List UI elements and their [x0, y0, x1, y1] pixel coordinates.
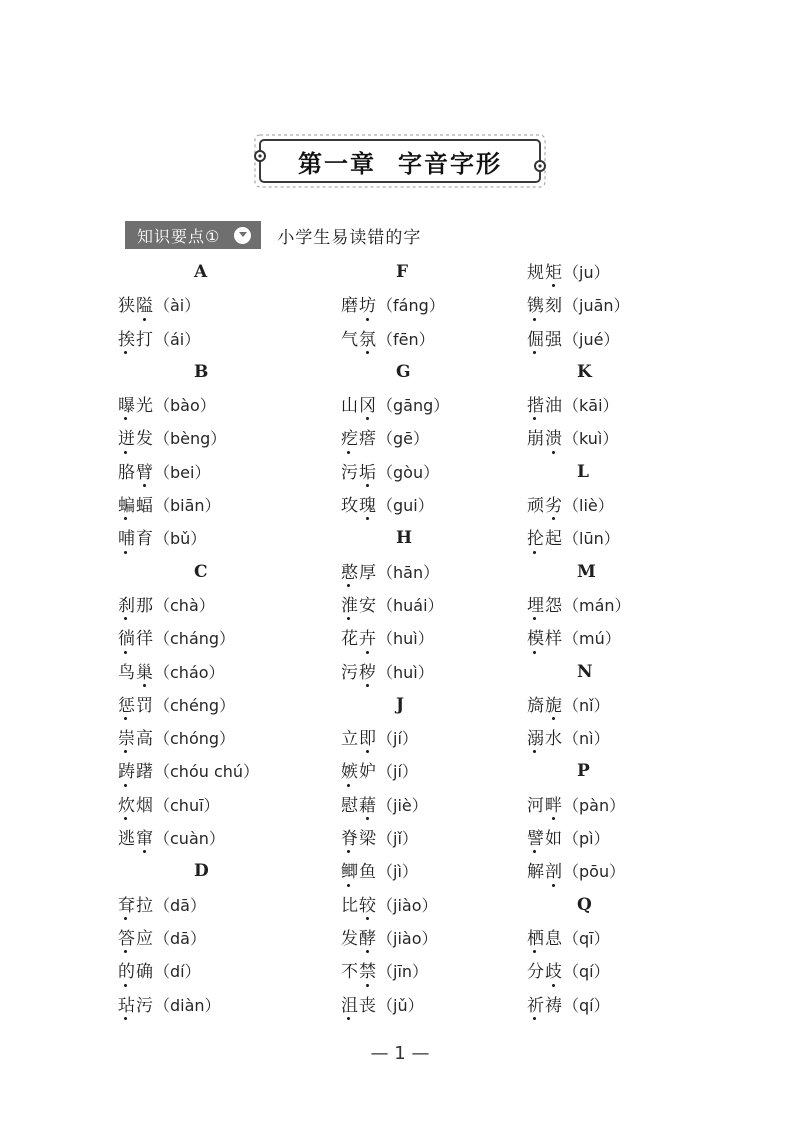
- word-entry: [527, 789, 747, 822]
- word-entry: [527, 822, 747, 855]
- pinyin-text: （chuī）: [154, 795, 220, 815]
- word-entry: [527, 689, 747, 722]
- word-text: 狭隘: [118, 290, 154, 323]
- word-entry: [527, 955, 747, 988]
- word-text: 规矩: [527, 257, 563, 290]
- pinyin-text: （qí）: [563, 962, 610, 982]
- word-text: 鸟巢: [118, 657, 154, 690]
- word-entry: [118, 789, 338, 822]
- word-entry: [118, 489, 338, 522]
- pinyin-text: （pōu）: [563, 862, 626, 882]
- letter-heading: Q: [577, 894, 592, 915]
- section-tag-label: 知识要点①: [137, 226, 221, 246]
- letter-heading: A: [194, 262, 208, 282]
- word-entry: [118, 722, 338, 755]
- pinyin-text: （dā）: [154, 895, 206, 915]
- page-number: — 1 —: [370, 1043, 430, 1064]
- pinyin-text: （ài）: [154, 296, 201, 316]
- word-text: 炊烟: [118, 790, 154, 823]
- word-entry: [527, 622, 747, 655]
- pinyin-text: （gāng）: [377, 396, 450, 416]
- word-text: 挨打: [118, 324, 154, 357]
- pinyin-text: （mán）: [563, 595, 631, 615]
- word-text: 鲫鱼: [341, 856, 377, 889]
- letter-heading: F: [396, 262, 409, 282]
- word-text: 的确: [118, 956, 154, 989]
- word-entry: [118, 456, 338, 489]
- word-text: 抡起: [527, 523, 563, 556]
- word-entry: [527, 522, 747, 555]
- letter-heading: B: [194, 361, 209, 382]
- word-text: 顽劣: [527, 490, 563, 523]
- pinyin-text: （liè）: [563, 496, 614, 516]
- word-text: 崇高: [118, 723, 154, 756]
- pinyin-text: （biān）: [154, 496, 221, 516]
- word-text: 曝光: [118, 390, 154, 423]
- word-text: 分歧: [527, 956, 563, 989]
- word-text: 旖旎: [527, 690, 563, 723]
- word-text: 惩罚: [118, 690, 154, 723]
- pinyin-text: （qí）: [563, 995, 610, 1015]
- pinyin-text: （nǐ）: [563, 695, 610, 715]
- word-text: 模样: [527, 623, 563, 656]
- word-text: 倔强: [527, 324, 563, 357]
- pinyin-text: （qī）: [563, 928, 610, 948]
- word-text: 淮安: [341, 590, 377, 623]
- pinyin-text: （cháng）: [154, 629, 236, 649]
- word-entry: [527, 722, 747, 755]
- word-entry: [118, 922, 338, 955]
- word-text: 污秽: [341, 657, 377, 690]
- word-text: 崩溃: [527, 423, 563, 456]
- pinyin-text: （bei）: [154, 462, 211, 482]
- word-entry: [527, 489, 747, 522]
- pinyin-text: （cuàn）: [154, 829, 225, 849]
- pinyin-text: （nì）: [563, 729, 610, 749]
- letter-heading: N: [577, 661, 593, 682]
- pinyin-text: （chà）: [154, 595, 215, 615]
- word-text: 譬如: [527, 823, 563, 856]
- pinyin-text: （gē）: [377, 429, 430, 449]
- pinyin-text: （chéng）: [154, 695, 236, 715]
- word-entry: [527, 389, 747, 422]
- word-entry: [527, 422, 747, 455]
- word-entry: [527, 323, 747, 356]
- letter-heading: M: [577, 561, 596, 582]
- pinyin-text: （mú）: [563, 629, 621, 649]
- pinyin-text: （jǔ）: [377, 995, 424, 1015]
- word-entry: [118, 522, 338, 555]
- section-title: 小学生易读错的字: [277, 227, 422, 248]
- pinyin-text: （juān）: [563, 296, 630, 316]
- chapter-number: 第一章: [298, 149, 376, 178]
- pinyin-text: （chóng）: [154, 729, 236, 749]
- letter-heading: G: [396, 361, 411, 382]
- word-entry: [118, 689, 338, 722]
- word-text: 污垢: [341, 457, 377, 490]
- pinyin-text: （lūn）: [563, 529, 620, 549]
- letter-heading: D: [194, 861, 209, 882]
- word-entry: [118, 755, 338, 788]
- word-text: 花卉: [341, 623, 377, 656]
- pinyin-text: （fáng）: [377, 296, 445, 316]
- word-text: 耷拉: [118, 890, 154, 923]
- word-entry: [118, 822, 338, 855]
- word-text: 刹那: [118, 590, 154, 623]
- word-entry: [118, 889, 338, 922]
- word-text: 比较: [341, 890, 377, 923]
- letter-heading: C: [194, 561, 208, 582]
- pinyin-text: （jué）: [563, 329, 620, 349]
- letter-heading: L: [577, 461, 589, 482]
- chapter-title: [252, 134, 548, 188]
- word-text: 踌躇: [118, 756, 154, 789]
- word-text: 磨坊: [341, 290, 377, 323]
- pinyin-text: （jiào）: [377, 928, 438, 948]
- word-text: 河畔: [527, 790, 563, 823]
- word-text: 沮丧: [341, 990, 377, 1023]
- pinyin-text: （bǔ）: [154, 529, 207, 549]
- word-text: 哺育: [118, 523, 154, 556]
- word-entry: [118, 323, 338, 356]
- pinyin-text: （kuì）: [563, 429, 619, 449]
- word-text: 胳臂: [118, 457, 154, 490]
- word-entry: [118, 989, 338, 1022]
- pinyin-text: （dí）: [154, 962, 201, 982]
- pinyin-text: （fēn）: [377, 329, 435, 349]
- pinyin-text: （huì）: [377, 662, 434, 682]
- word-text: 镌刻: [527, 290, 563, 323]
- pinyin-text: （jǐ）: [377, 829, 418, 849]
- pinyin-text: （cháo）: [154, 662, 225, 682]
- section-header: [125, 221, 421, 249]
- word-entry: [527, 589, 747, 622]
- word-text: 疙瘩: [341, 423, 377, 456]
- word-column-1: [118, 256, 338, 1022]
- pinyin-text: （jiào）: [377, 895, 438, 915]
- letter-heading: K: [577, 361, 592, 382]
- pinyin-text: （pì）: [563, 829, 610, 849]
- word-text: 徜徉: [118, 623, 154, 656]
- word-text: 祈祷: [527, 990, 563, 1023]
- word-text: 答应: [118, 923, 154, 956]
- pinyin-text: （gui）: [377, 496, 434, 516]
- letter-heading: P: [577, 761, 590, 782]
- pinyin-text: （pàn）: [563, 795, 626, 815]
- word-text: 立即: [341, 723, 377, 756]
- chapter-banner: [252, 134, 548, 188]
- letter-heading: H: [396, 528, 413, 549]
- word-text: 逃窜: [118, 823, 154, 856]
- letter-heading: J: [396, 694, 405, 715]
- word-text: 溺水: [527, 723, 563, 756]
- pinyin-text: （jiè）: [377, 795, 428, 815]
- word-text: 玫瑰: [341, 490, 377, 523]
- word-entry: [527, 922, 747, 955]
- word-text: 慰藉: [341, 790, 377, 823]
- word-entry: [118, 422, 338, 455]
- pinyin-text: （dā）: [154, 928, 206, 948]
- word-text: 憨厚: [341, 557, 377, 590]
- word-text: 气氛: [341, 324, 377, 357]
- pinyin-text: （hān）: [377, 562, 440, 582]
- word-entry: [118, 289, 338, 322]
- pinyin-text: （huái）: [377, 595, 444, 615]
- pinyin-text: （huì）: [377, 629, 434, 649]
- pinyin-text: （jí）: [377, 729, 418, 749]
- chapter-name: 字音字形: [398, 149, 502, 178]
- pinyin-text: （diàn）: [154, 995, 221, 1015]
- word-text: 玷污: [118, 990, 154, 1023]
- pinyin-text: （chóu chú）: [154, 762, 260, 782]
- word-entry: [527, 256, 747, 289]
- word-entry: [118, 955, 338, 988]
- pinyin-text: （ái）: [154, 329, 201, 349]
- word-entry: [527, 855, 747, 888]
- pinyin-text: （jì）: [377, 862, 418, 882]
- word-text: 蝙蝠: [118, 490, 154, 523]
- word-text: 揩油: [527, 390, 563, 423]
- word-entry: [527, 289, 747, 322]
- word-text: 栖息: [527, 923, 563, 956]
- section-tag: [125, 221, 261, 249]
- word-text: 脊梁: [341, 823, 377, 856]
- pinyin-text: （kāi）: [563, 396, 619, 416]
- word-entry: [118, 656, 338, 689]
- pinyin-text: （bèng）: [154, 429, 227, 449]
- word-text: 解剖: [527, 856, 563, 889]
- pinyin-text: （gòu）: [377, 462, 440, 482]
- word-text: 山冈: [341, 390, 377, 423]
- pinyin-text: （jí）: [377, 762, 418, 782]
- word-text: 嫉妒: [341, 756, 377, 789]
- pinyin-text: （ju）: [563, 263, 610, 282]
- word-text: 发酵: [341, 923, 377, 956]
- word-entry: [118, 389, 338, 422]
- pinyin-text: （jīn）: [377, 962, 429, 982]
- word-text: 不禁: [341, 956, 377, 989]
- word-text: 迸发: [118, 423, 154, 456]
- word-entry: [118, 622, 338, 655]
- word-column-3: [527, 256, 747, 1022]
- word-entry: [527, 989, 747, 1022]
- word-entry: [118, 589, 338, 622]
- chevron-down-icon: [234, 227, 251, 244]
- pinyin-text: （bào）: [154, 396, 216, 416]
- word-text: 埋怨: [527, 590, 563, 623]
